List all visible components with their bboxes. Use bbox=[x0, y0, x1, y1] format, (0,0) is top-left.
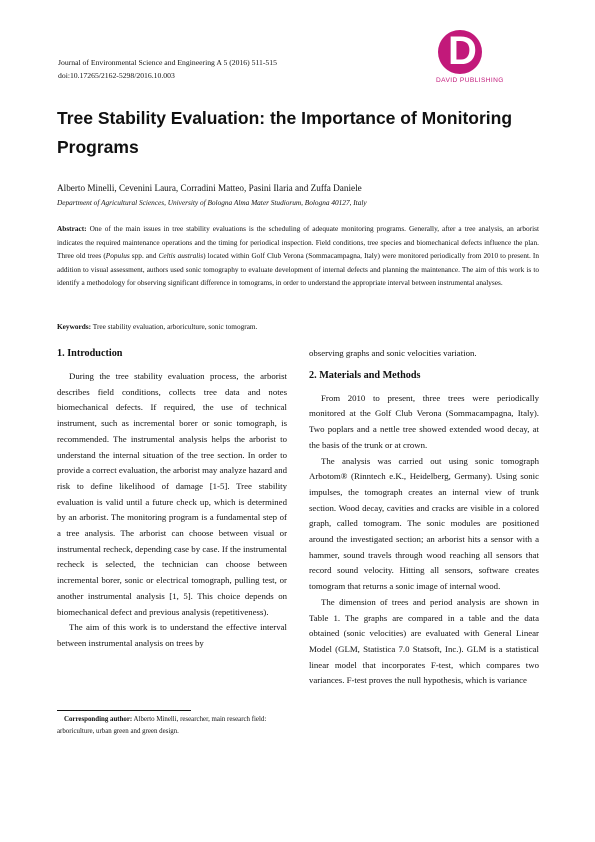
author-list: Alberto Minelli, Cevenini Laura, Corradini Matteo, Pasini Ilaria and Zuffa Daniele bbox=[57, 183, 362, 193]
abstract bbox=[57, 222, 539, 290]
paragraph: The aim of this work is to understand the effective interval between instrumental analysis on trees by bbox=[57, 622, 287, 648]
paragraph: The analysis was carried out using sonic tomograph Arbotom® (Rinntech e.K., Heidelberg, Germany). Using sonic impulses, the tomograph creates an internal view of trunk section. Wood decay, cavities and cracks are visible in a colored graph, called tomogram. The sonic modules are positioned around the investigated section; an arborist hits a sensor with a hammer, sound travels through wood reaching all sensors that record sound velocity. Hitting all sensors, software creates tomogram that returns a sonic image of internal wood. bbox=[309, 455, 539, 592]
right-column bbox=[309, 346, 539, 689]
logo-letter: D bbox=[448, 29, 477, 73]
logo-text: DAVID PUBLISHING bbox=[436, 77, 504, 84]
keywords-label: Keywords: bbox=[57, 322, 92, 331]
keywords-text: Tree stability evaluation, arboriculture, sonic tomogram. bbox=[91, 322, 258, 331]
footnote-text: Alberto Minelli, researcher, main research field: arboriculture, urban green and green design. bbox=[57, 716, 267, 735]
footnote-label: Corresponding author: bbox=[64, 716, 133, 723]
footnote-divider bbox=[57, 710, 191, 711]
species-name: Celtis australis bbox=[158, 251, 204, 261]
abstract-text: ) located within Golf Club Verona (Sommacampagna, Italy) were monitored periodically from 2010 to present. In addition to visual assessment, authors used sonic tomography to evaluate development of internal defects and planning the maintenance. The aim of this work is to identify a methodology for observing significant difference in tomograms, in order to understand the appropriate interval between instrumental analyses. bbox=[57, 251, 539, 288]
publisher-logo bbox=[430, 30, 540, 88]
journal-citation bbox=[58, 56, 277, 82]
footnote bbox=[57, 714, 289, 737]
paragraph: During the tree stability evaluation process, the arborist describes field conditions, collects tree data and notes biomechanical defects. If required, the use of technical instrument, such as incremental borer or sonic tomograph, is recommended. The instrumental analysis helps the arborist to understand the internal situation of the tree section. In order to provide a correct evaluation, the arborist may analyze hazard and risk to define likelihood of damage [1-5]. Tree stability evaluation is valid until a future check up, which is determined by an arborist. The monitoring program is a fundamental step of a tree analysis. The arborist can choose between visual or instrumental recheck, depending case by case. If the instrumental recheck is selected, the technician can choose between incremental borer, sonic or electrical tomograph, pulling test, or another instrumental analysis [1, 5]. This choice depends on biomechanical defect and previous analysis (repetitiveness). bbox=[57, 371, 287, 617]
doi-line: doi:10.17265/2162-5298/2016.10.003 bbox=[58, 71, 175, 80]
paragraph: From 2010 to present, three trees were periodically monitored at the Golf Club Verona (Sommacampagna, Italy). Two poplars and a nettle tree showed extended wood decay, at the basis of the trunk or at crown. bbox=[309, 392, 539, 450]
paragraph-continuation: observing graphs and sonic velocities variation. bbox=[309, 348, 477, 358]
journal-line: Journal of Environmental Science and Engineering A 5 (2016) 511-515 bbox=[58, 58, 277, 67]
paper-title: Tree Stability Evaluation: the Importance of Monitoring Programs bbox=[57, 108, 513, 157]
section-heading-methods: 2. Materials and Methods bbox=[309, 369, 421, 381]
abstract-text: One of the main issues in tree stability evaluations is the scheduling of adequate monitoring programs. Generally, after a tree analysis, an arborist indicates the required maintenance operations and the timing for periodical inspection. Field conditions, tree species and biomechanical defects influence the plan. Three old trees ( bbox=[57, 224, 539, 261]
affiliation: Department of Agricultural Sciences, University of Bologna Alma Mater Studiorum, Bologna 40127, Italy bbox=[57, 198, 367, 207]
species-name: Populus bbox=[105, 251, 130, 261]
section-heading-introduction: 1. Introduction bbox=[57, 348, 123, 359]
abstract-label: Abstract: bbox=[57, 224, 87, 233]
paragraph: The dimension of trees and period analysis are shown in Table 1. The graphs are compared in a table and the data obtained (sonic velocities) are evaluated with General Linear Model (GLM, Statistica 7.0 Statsoft, Inc.). GLM is a statistical linear model that incorporates F-test, which compares two variances. F-test proves the null hypothesis, which is variance bbox=[309, 596, 539, 686]
keywords bbox=[57, 322, 257, 331]
abstract-text: spp. and bbox=[129, 251, 159, 261]
left-column bbox=[57, 346, 287, 652]
